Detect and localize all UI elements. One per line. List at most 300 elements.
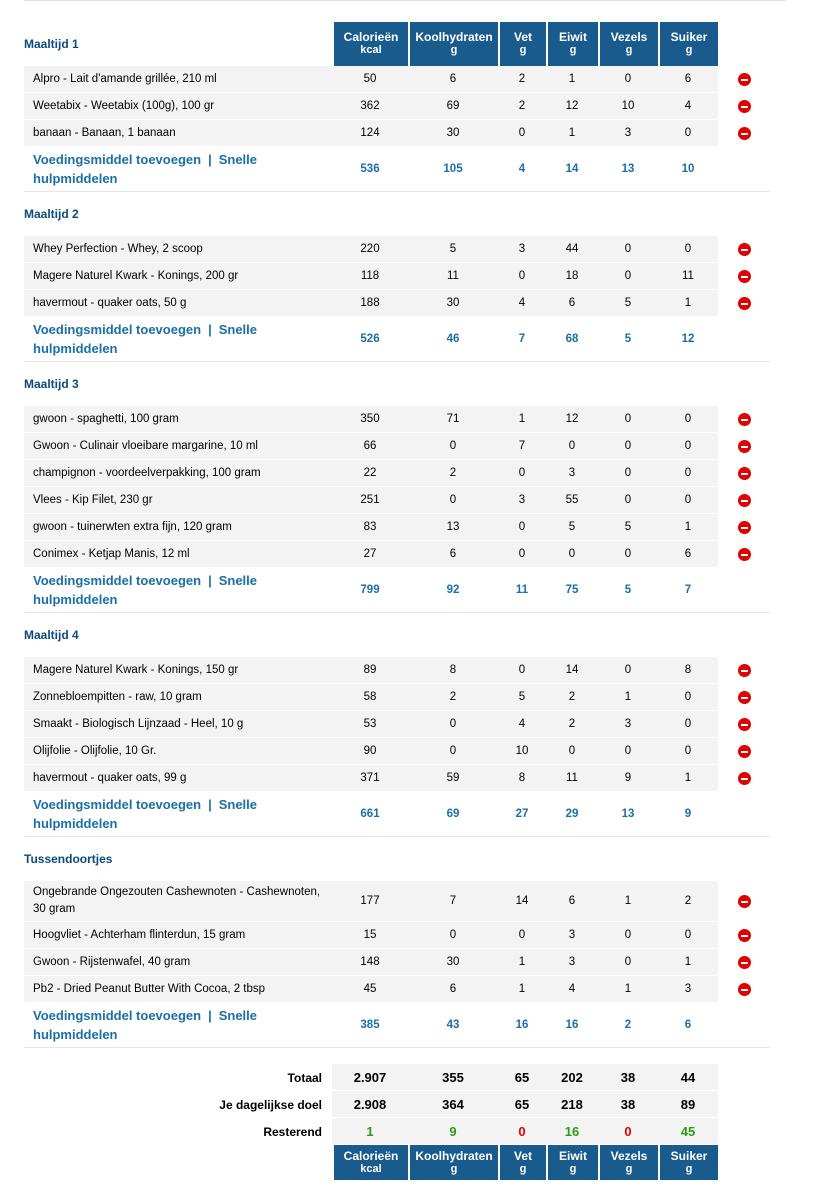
meal-total-value: 799 xyxy=(332,568,408,613)
empty-cell xyxy=(24,1145,332,1180)
meal-total-value: 6 xyxy=(658,1003,718,1048)
empty-cell xyxy=(332,837,770,881)
nutrient-value: 59 xyxy=(408,765,498,792)
top-column-header xyxy=(658,22,718,66)
food-entry-row xyxy=(24,433,770,460)
delete-cell xyxy=(718,460,770,487)
bottom-column-header xyxy=(598,1145,658,1180)
nutrient-value: 0 xyxy=(658,236,718,263)
nutrient-value: 66 xyxy=(332,433,408,460)
link-separator: | xyxy=(208,573,212,588)
delete-cell xyxy=(718,433,770,460)
food-entry-row xyxy=(24,514,770,541)
food-name-cell xyxy=(24,684,332,711)
remove-circle-icon[interactable] xyxy=(738,494,751,507)
food-name-link[interactable]: gwoon - tuinerwten extra fijn, 120 gram xyxy=(33,520,232,533)
food-name-cell xyxy=(24,236,332,263)
nutrient-value: 1 xyxy=(546,120,598,147)
top-column-header xyxy=(498,22,546,66)
meal-total-value: 46 xyxy=(408,317,498,362)
nutrient-value: 53 xyxy=(332,711,408,738)
nutrient-value: 0 xyxy=(498,541,546,568)
meal-total-value: 4 xyxy=(498,147,546,192)
food-entry-row xyxy=(24,120,770,147)
nutrient-value: 3 xyxy=(598,711,658,738)
food-name-link[interactable]: Gwoon - Culinair vloeibare margarine, 10 ml xyxy=(33,439,258,452)
summary-value: 0 xyxy=(598,1118,658,1145)
meal-total-value: 10 xyxy=(658,147,718,192)
nutrient-value: 2 xyxy=(658,881,718,922)
nutrient-value: 2 xyxy=(498,66,546,93)
summary-value: 65 xyxy=(498,1064,546,1091)
column-unit: g xyxy=(569,1162,577,1175)
summary-value: 2.908 xyxy=(332,1091,408,1118)
nutrient-value: 2 xyxy=(546,684,598,711)
remove-circle-icon[interactable] xyxy=(738,440,751,453)
meal-total-row xyxy=(24,147,770,192)
meal-total-value: 5 xyxy=(598,568,658,613)
link-separator: | xyxy=(208,152,212,167)
delete-cell xyxy=(718,263,770,290)
column-name: Suiker xyxy=(670,30,708,44)
meal-total-value: 27 xyxy=(498,792,546,837)
nutrient-value: 118 xyxy=(332,263,408,290)
nutrient-value: 0 xyxy=(498,922,546,949)
nutrient-value: 8 xyxy=(658,657,718,684)
nutrient-value: 3 xyxy=(546,949,598,976)
summary-value: 364 xyxy=(408,1091,498,1118)
meal-total-value: 16 xyxy=(546,1003,598,1048)
column-name: Calorieën xyxy=(343,1148,399,1163)
nutrient-value: 55 xyxy=(546,487,598,514)
add-food-link[interactable]: Voedingsmiddel toevoegen xyxy=(33,322,202,337)
column-name: Vet xyxy=(513,1148,532,1163)
nutrient-value: 6 xyxy=(546,881,598,922)
bottom-column-header xyxy=(332,1145,408,1180)
meal-actions xyxy=(24,568,332,613)
food-name-link[interactable]: Pb2 - Dried Peanut Butter With Cocoa, 2 tbsp xyxy=(33,982,266,995)
nutrient-value: 0 xyxy=(598,406,658,433)
meal-total-value: 7 xyxy=(498,317,546,362)
nutrient-value: 0 xyxy=(598,263,658,290)
empty-cell xyxy=(718,568,770,613)
nutrient-value: 1 xyxy=(498,976,546,1003)
meal-total-value: 69 xyxy=(408,792,498,837)
nutrient-value: 90 xyxy=(332,738,408,765)
meal-title: Maaltijd 3 xyxy=(24,377,79,391)
summary-value: 38 xyxy=(598,1064,658,1091)
top-column-header xyxy=(546,22,598,66)
remove-circle-icon[interactable] xyxy=(738,127,751,140)
nutrient-value: 0 xyxy=(658,922,718,949)
nutrient-value: 4 xyxy=(546,976,598,1003)
nutrient-value: 71 xyxy=(408,406,498,433)
column-unit: g xyxy=(625,1162,633,1175)
nutrient-value: 6 xyxy=(408,66,498,93)
add-food-link[interactable]: Voedingsmiddel toevoegen xyxy=(33,152,202,167)
delete-cell xyxy=(718,66,770,93)
nutrient-value: 0 xyxy=(598,922,658,949)
top-column-header xyxy=(408,22,498,66)
remove-circle-icon[interactable] xyxy=(738,243,751,256)
summary-label: Je dagelijkse doel xyxy=(219,1097,322,1112)
food-name-cell xyxy=(24,514,332,541)
nutrient-value: 6 xyxy=(658,66,718,93)
remove-circle-icon[interactable] xyxy=(738,718,751,731)
delete-cell xyxy=(718,684,770,711)
food-entry-row xyxy=(24,684,770,711)
link-separator: | xyxy=(208,322,212,337)
meal-title: Maaltijd 2 xyxy=(24,207,79,221)
nutrient-value: 8 xyxy=(408,657,498,684)
bottom-column-header xyxy=(408,1145,498,1180)
nutrient-value: 0 xyxy=(498,263,546,290)
food-name-link[interactable]: Magere Naturel Kwark - Konings, 200 gr xyxy=(33,269,239,282)
remove-circle-icon[interactable] xyxy=(738,956,751,969)
bottom-column-header xyxy=(658,1145,718,1180)
remove-circle-icon[interactable] xyxy=(738,467,751,480)
nutrient-value: 0 xyxy=(658,433,718,460)
nutrient-value: 5 xyxy=(498,684,546,711)
meal-total-value: 75 xyxy=(546,568,598,613)
nutrient-value: 148 xyxy=(332,949,408,976)
meal-total-row xyxy=(24,568,770,613)
empty-cell xyxy=(332,613,770,657)
footer-header-row xyxy=(24,1145,770,1180)
nutrient-value: 0 xyxy=(408,922,498,949)
meal-total-value: 43 xyxy=(408,1003,498,1048)
food-entry-row xyxy=(24,236,770,263)
column-unit: kcal xyxy=(360,1162,382,1175)
nutrient-value: 0 xyxy=(658,487,718,514)
empty-cell xyxy=(332,362,770,406)
nutrient-value: 7 xyxy=(498,433,546,460)
column-name: Vezels xyxy=(610,1148,648,1163)
remove-circle-icon[interactable] xyxy=(738,895,751,908)
meal-total-value: 105 xyxy=(408,147,498,192)
nutrient-value: 2 xyxy=(408,460,498,487)
food-name-cell xyxy=(24,657,332,684)
food-entry-row xyxy=(24,976,770,1003)
food-entry-row xyxy=(24,765,770,792)
quick-tools-link[interactable]: Snelle hulpmiddelen xyxy=(33,573,257,607)
remove-circle-icon[interactable] xyxy=(738,100,751,113)
food-name-link[interactable]: havermout - quaker oats, 99 g xyxy=(33,771,187,784)
remove-circle-icon[interactable] xyxy=(738,929,751,942)
food-name-link[interactable]: Olijfolie - Olijfolie, 10 Gr. xyxy=(33,744,157,757)
food-diary-table xyxy=(24,22,770,1180)
summary-value: 65 xyxy=(498,1091,546,1118)
summary-value: 355 xyxy=(408,1064,498,1091)
food-name-cell xyxy=(24,949,332,976)
food-name-cell xyxy=(24,460,332,487)
empty-cell xyxy=(718,1145,770,1180)
remove-circle-icon[interactable] xyxy=(738,521,751,534)
nutrient-value: 30 xyxy=(408,290,498,317)
nutrient-value: 5 xyxy=(598,290,658,317)
remove-circle-icon[interactable] xyxy=(738,73,751,86)
meal-total-value: 5 xyxy=(598,317,658,362)
nutrient-value: 371 xyxy=(332,765,408,792)
nutrient-value: 89 xyxy=(332,657,408,684)
food-name-link[interactable]: Hoogvliet - Achterham flinterdun, 15 gram xyxy=(33,928,246,941)
meal-total-row xyxy=(24,1003,770,1048)
nutrient-value: 0 xyxy=(498,120,546,147)
nutrient-value: 0 xyxy=(498,460,546,487)
food-entry-row xyxy=(24,922,770,949)
delete-cell xyxy=(718,765,770,792)
nutrient-value: 10 xyxy=(598,93,658,120)
nutrient-value: 0 xyxy=(658,738,718,765)
nutrient-value: 11 xyxy=(658,263,718,290)
remove-circle-icon[interactable] xyxy=(738,772,751,785)
remove-circle-icon[interactable] xyxy=(738,745,751,758)
meal-total-value: 29 xyxy=(546,792,598,837)
remaining-row xyxy=(24,1118,770,1145)
summary-value: 0 xyxy=(498,1118,546,1145)
remove-circle-icon[interactable] xyxy=(738,691,751,704)
column-name: Calorieën xyxy=(343,30,399,44)
meal-total-row xyxy=(24,317,770,362)
nutrient-value: 1 xyxy=(546,66,598,93)
summary-value: 9 xyxy=(408,1118,498,1145)
spacer-row xyxy=(24,1048,770,1064)
nutrient-value: 3 xyxy=(598,120,658,147)
remove-circle-icon[interactable] xyxy=(738,413,751,426)
food-name-cell xyxy=(24,711,332,738)
food-name-link[interactable]: Gwoon - Rijstenwafel, 40 gram xyxy=(33,955,191,968)
food-name-link[interactable]: Vlees - Kip Filet, 230 gr xyxy=(33,493,153,506)
food-name-cell xyxy=(24,66,332,93)
nutrient-value: 6 xyxy=(546,290,598,317)
delete-cell xyxy=(718,290,770,317)
nutrient-value: 0 xyxy=(598,541,658,568)
nutrient-value: 0 xyxy=(598,738,658,765)
delete-cell xyxy=(718,406,770,433)
summary-value: 89 xyxy=(658,1091,718,1118)
meal-header-row xyxy=(24,362,770,406)
food-name-link[interactable]: Weetabix - Weetabix (100g), 100 gr xyxy=(33,99,215,112)
empty-cell xyxy=(718,22,770,66)
link-separator: | xyxy=(208,797,212,812)
delete-cell xyxy=(718,514,770,541)
nutrient-value: 12 xyxy=(546,93,598,120)
nutrient-value: 124 xyxy=(332,120,408,147)
column-unit: g xyxy=(519,1162,527,1175)
daily-goal-row xyxy=(24,1091,770,1118)
meal-title: Tussendoortjes xyxy=(24,852,113,866)
summary-value: 45 xyxy=(658,1118,718,1145)
food-name-cell xyxy=(24,487,332,514)
nutrient-value: 177 xyxy=(332,881,408,922)
food-name-link[interactable]: Smaakt - Biologisch Lijnzaad - Heel, 10 g xyxy=(33,717,244,730)
summary-value: 16 xyxy=(546,1118,598,1145)
remove-circle-icon[interactable] xyxy=(738,983,751,996)
nutrient-value: 0 xyxy=(408,711,498,738)
food-name-link[interactable]: champignon - voordeelverpakking, 100 gram xyxy=(33,466,261,479)
nutrient-value: 0 xyxy=(658,684,718,711)
summary-value: 218 xyxy=(546,1091,598,1118)
nutrient-value: 0 xyxy=(658,406,718,433)
bottom-column-header xyxy=(498,1145,546,1180)
nutrient-value: 27 xyxy=(332,541,408,568)
nutrient-value: 4 xyxy=(498,290,546,317)
quick-tools-link[interactable]: Snelle hulpmiddelen xyxy=(33,797,257,831)
food-entry-row xyxy=(24,460,770,487)
nutrient-value: 0 xyxy=(498,514,546,541)
delete-cell xyxy=(718,236,770,263)
column-unit: g xyxy=(569,44,577,56)
nutrient-value: 1 xyxy=(658,514,718,541)
empty-cell xyxy=(718,147,770,192)
nutrient-value: 3 xyxy=(498,236,546,263)
food-name-link[interactable]: Magere Naturel Kwark - Konings, 150 gr xyxy=(33,663,239,676)
summary-label: Totaal xyxy=(287,1070,322,1085)
nutrient-value: 6 xyxy=(408,976,498,1003)
empty-cell xyxy=(718,792,770,837)
nutrient-value: 0 xyxy=(408,487,498,514)
food-name-link[interactable]: Zonnebloempitten - raw, 10 gram xyxy=(33,690,202,703)
remove-circle-icon[interactable] xyxy=(738,297,751,310)
delete-cell xyxy=(718,541,770,568)
column-unit: g xyxy=(685,44,693,56)
food-name-link[interactable]: Whey Perfection - Whey, 2 scoop xyxy=(33,242,203,255)
nutrient-value: 1 xyxy=(598,881,658,922)
empty-cell xyxy=(718,1091,770,1118)
column-unit: g xyxy=(685,1162,693,1175)
food-name-cell xyxy=(24,93,332,120)
empty-cell xyxy=(718,1118,770,1145)
nutrient-value: 4 xyxy=(498,711,546,738)
remove-circle-icon[interactable] xyxy=(738,548,751,561)
delete-cell xyxy=(718,738,770,765)
column-name: Koolhydraten xyxy=(415,30,493,44)
nutrient-value: 15 xyxy=(332,922,408,949)
nutrient-value: 18 xyxy=(546,263,598,290)
nutrient-value: 5 xyxy=(546,514,598,541)
nutrient-value: 9 xyxy=(598,765,658,792)
empty-cell xyxy=(718,317,770,362)
nutrient-value: 1 xyxy=(598,684,658,711)
remove-circle-icon[interactable] xyxy=(738,270,751,283)
nutrient-value: 0 xyxy=(598,949,658,976)
top-column-header xyxy=(598,22,658,66)
food-name-cell xyxy=(24,765,332,792)
meal-total-value: 12 xyxy=(658,317,718,362)
delete-cell xyxy=(718,711,770,738)
nutrient-value: 3 xyxy=(658,976,718,1003)
nutrient-value: 50 xyxy=(332,66,408,93)
nutrient-value: 3 xyxy=(498,487,546,514)
nutrient-value: 251 xyxy=(332,487,408,514)
meal-total-value: 536 xyxy=(332,147,408,192)
nutrient-value: 58 xyxy=(332,684,408,711)
meal-actions xyxy=(24,317,332,362)
food-entry-row xyxy=(24,487,770,514)
food-entry-row xyxy=(24,949,770,976)
column-unit: g xyxy=(519,44,527,56)
nutrient-value: 2 xyxy=(498,93,546,120)
nutrient-value: 3 xyxy=(546,460,598,487)
column-name: Eiwit xyxy=(558,30,587,44)
food-name-cell xyxy=(24,120,332,147)
food-name-link[interactable]: Alpro - Lait d'amande grillée, 210 ml xyxy=(33,72,217,85)
quick-tools-link[interactable]: Snelle hulpmiddelen xyxy=(33,152,257,186)
summary-value: 44 xyxy=(658,1064,718,1091)
nutrient-value: 0 xyxy=(598,236,658,263)
food-entry-row xyxy=(24,406,770,433)
nutrient-value: 30 xyxy=(408,949,498,976)
nutrient-value: 45 xyxy=(332,976,408,1003)
nutrient-value: 7 xyxy=(408,881,498,922)
food-entry-row xyxy=(24,711,770,738)
meal-total-value: 7 xyxy=(658,568,718,613)
nutrient-value: 1 xyxy=(658,949,718,976)
quick-tools-link[interactable]: Snelle hulpmiddelen xyxy=(33,322,257,356)
add-food-link[interactable]: Voedingsmiddel toevoegen xyxy=(33,1008,202,1023)
food-name-link[interactable]: havermout - quaker oats, 50 g xyxy=(33,296,187,309)
nutrient-value: 2 xyxy=(408,684,498,711)
food-name-link[interactable]: gwoon - spaghetti, 100 gram xyxy=(33,412,179,425)
nutrient-value: 0 xyxy=(408,433,498,460)
meal-actions xyxy=(24,1003,332,1048)
nutrient-value: 0 xyxy=(598,433,658,460)
nutrient-value: 362 xyxy=(332,93,408,120)
empty-cell xyxy=(718,1064,770,1091)
meal-total-value: 13 xyxy=(598,792,658,837)
nutrient-value: 0 xyxy=(598,487,658,514)
nutrient-value: 0 xyxy=(546,738,598,765)
add-food-link[interactable]: Voedingsmiddel toevoegen xyxy=(33,573,202,588)
nutrient-value: 11 xyxy=(408,263,498,290)
nutrient-value: 1 xyxy=(498,949,546,976)
nutrient-value: 69 xyxy=(408,93,498,120)
column-name: Vezels xyxy=(610,30,648,44)
column-unit: g xyxy=(450,1162,458,1175)
meal-total-value: 16 xyxy=(498,1003,546,1048)
food-entry-row xyxy=(24,881,770,922)
meal-total-value: 2 xyxy=(598,1003,658,1048)
summary-value: 1 xyxy=(332,1118,408,1145)
nutrient-value: 0 xyxy=(598,66,658,93)
top-divider xyxy=(24,0,786,1)
food-name-link[interactable]: Ongebrande Ongezouten Cashewnoten - Cashewnoten, 30 gram xyxy=(33,886,321,915)
nutrient-value: 14 xyxy=(546,657,598,684)
meal-total-value: 13 xyxy=(598,147,658,192)
food-entry-row xyxy=(24,738,770,765)
nutrient-value: 1 xyxy=(658,290,718,317)
food-entry-row xyxy=(24,93,770,120)
delete-cell xyxy=(718,657,770,684)
remove-circle-icon[interactable] xyxy=(738,664,751,677)
daily-total-row xyxy=(24,1064,770,1091)
food-name-link[interactable]: Conimex - Ketjap Manis, 12 ml xyxy=(33,547,190,560)
nutrient-value: 14 xyxy=(498,881,546,922)
meal-total-value: 14 xyxy=(546,147,598,192)
meal-actions xyxy=(24,147,332,192)
meal-header-row xyxy=(24,22,770,66)
column-unit: g xyxy=(625,44,633,56)
summary-value: 2.907 xyxy=(332,1064,408,1091)
add-food-link[interactable]: Voedingsmiddel toevoegen xyxy=(33,797,202,812)
quick-tools-link[interactable]: Snelle hulpmiddelen xyxy=(33,1008,257,1042)
nutrient-value: 188 xyxy=(332,290,408,317)
nutrient-value: 1 xyxy=(598,976,658,1003)
food-name-link[interactable]: banaan - Banaan, 1 banaan xyxy=(33,126,176,139)
delete-cell xyxy=(718,976,770,1003)
food-name-cell xyxy=(24,976,332,1003)
nutrient-value: 6 xyxy=(658,541,718,568)
